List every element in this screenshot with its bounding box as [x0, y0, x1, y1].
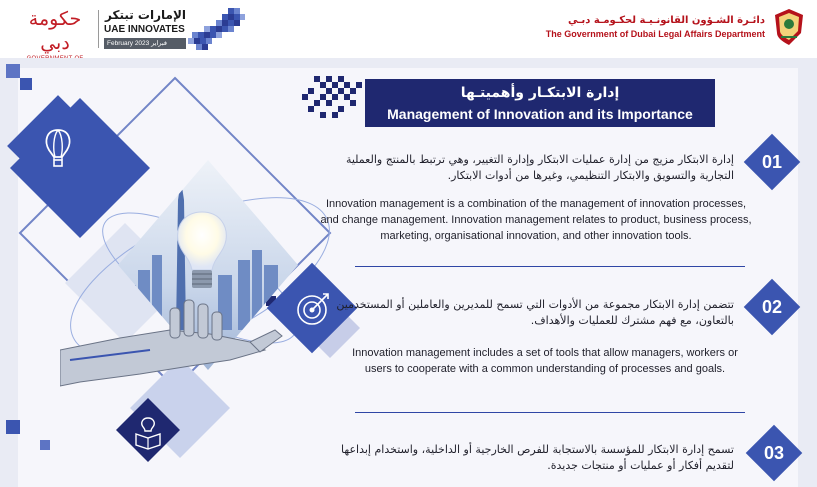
item-text-arabic: إدارة الابتكار مزيج من إدارة عمليات الابتكار وإدارة التغيير، وهي ترتبط بالمنتج والعملية التجارية والتسويق والابتكار التنظيمي، وغيرها من أدوات الابتكار.: [345, 153, 734, 182]
item-text-english: Innovation management includes a set of tools that allow managers, workers or users to cooperate with a common understanding of processes and goals.: [352, 347, 738, 375]
item-number: 02: [761, 297, 783, 317]
section-divider: [355, 412, 745, 413]
gov-logo-arabic: حكومة دبي: [28, 8, 82, 54]
uae-innovates-logo: [104, 8, 186, 49]
dept-name-arabic: دائـرة الشـؤون القانونـيـة لحكـومـة دبـي: [567, 15, 765, 26]
box-lightbulb-icon: [130, 414, 166, 450]
item-text-arabic: تتضمن إدارة الابتكار مجموعة من الأدوات التي تسمح للمديرين والعاملين أو المستخدمين بالتعاون، مع فهم مشترك للعمليات والأهداف.: [336, 298, 734, 327]
uae-map-pixels-icon: [188, 6, 246, 54]
item-text-english: Innovation management is a combination of the management of innovation processes, and change management. Innovation management relates to product, business process, marketing, organisational innovation, and other innovation tools.: [320, 198, 752, 242]
uae-innovates-english: UAE INNOVATES: [104, 24, 185, 35]
title-pixel-decoration: [300, 74, 362, 122]
page-title-english: Management of Innovation and its Importance: [387, 106, 693, 122]
robot-hand-icon: [60, 290, 290, 400]
logo-divider: [98, 10, 99, 48]
uae-innovates-date: February 2023 فبراير: [104, 38, 186, 49]
title-banner: [365, 79, 715, 127]
item-number: 01: [761, 152, 783, 172]
item-number: 03: [763, 443, 785, 463]
page-title-arabic: إدارة الابتكـار وأهميتـها: [460, 85, 620, 101]
dubai-emblem-icon: [771, 7, 807, 47]
item-text-arabic: تسمح إدارة الابتكار للمؤسسة بالاستجابة للفرص الخارجية أو الداخلية، واستخدام إبداعها لتقديم أفكار أو عمليات أو منتجات جديدة.: [341, 443, 734, 472]
section-divider: [355, 266, 745, 267]
dept-text-block: [546, 15, 765, 39]
hot-air-balloon-icon: [36, 126, 80, 170]
legal-affairs-department-logo: [546, 7, 807, 47]
uae-innovates-arabic: الإمارات تبتكر: [105, 8, 186, 22]
target-arrow-icon: [290, 286, 334, 330]
dept-name-english: The Government of Dubai Legal Affairs Department: [545, 29, 765, 39]
header-bar: [0, 0, 817, 58]
